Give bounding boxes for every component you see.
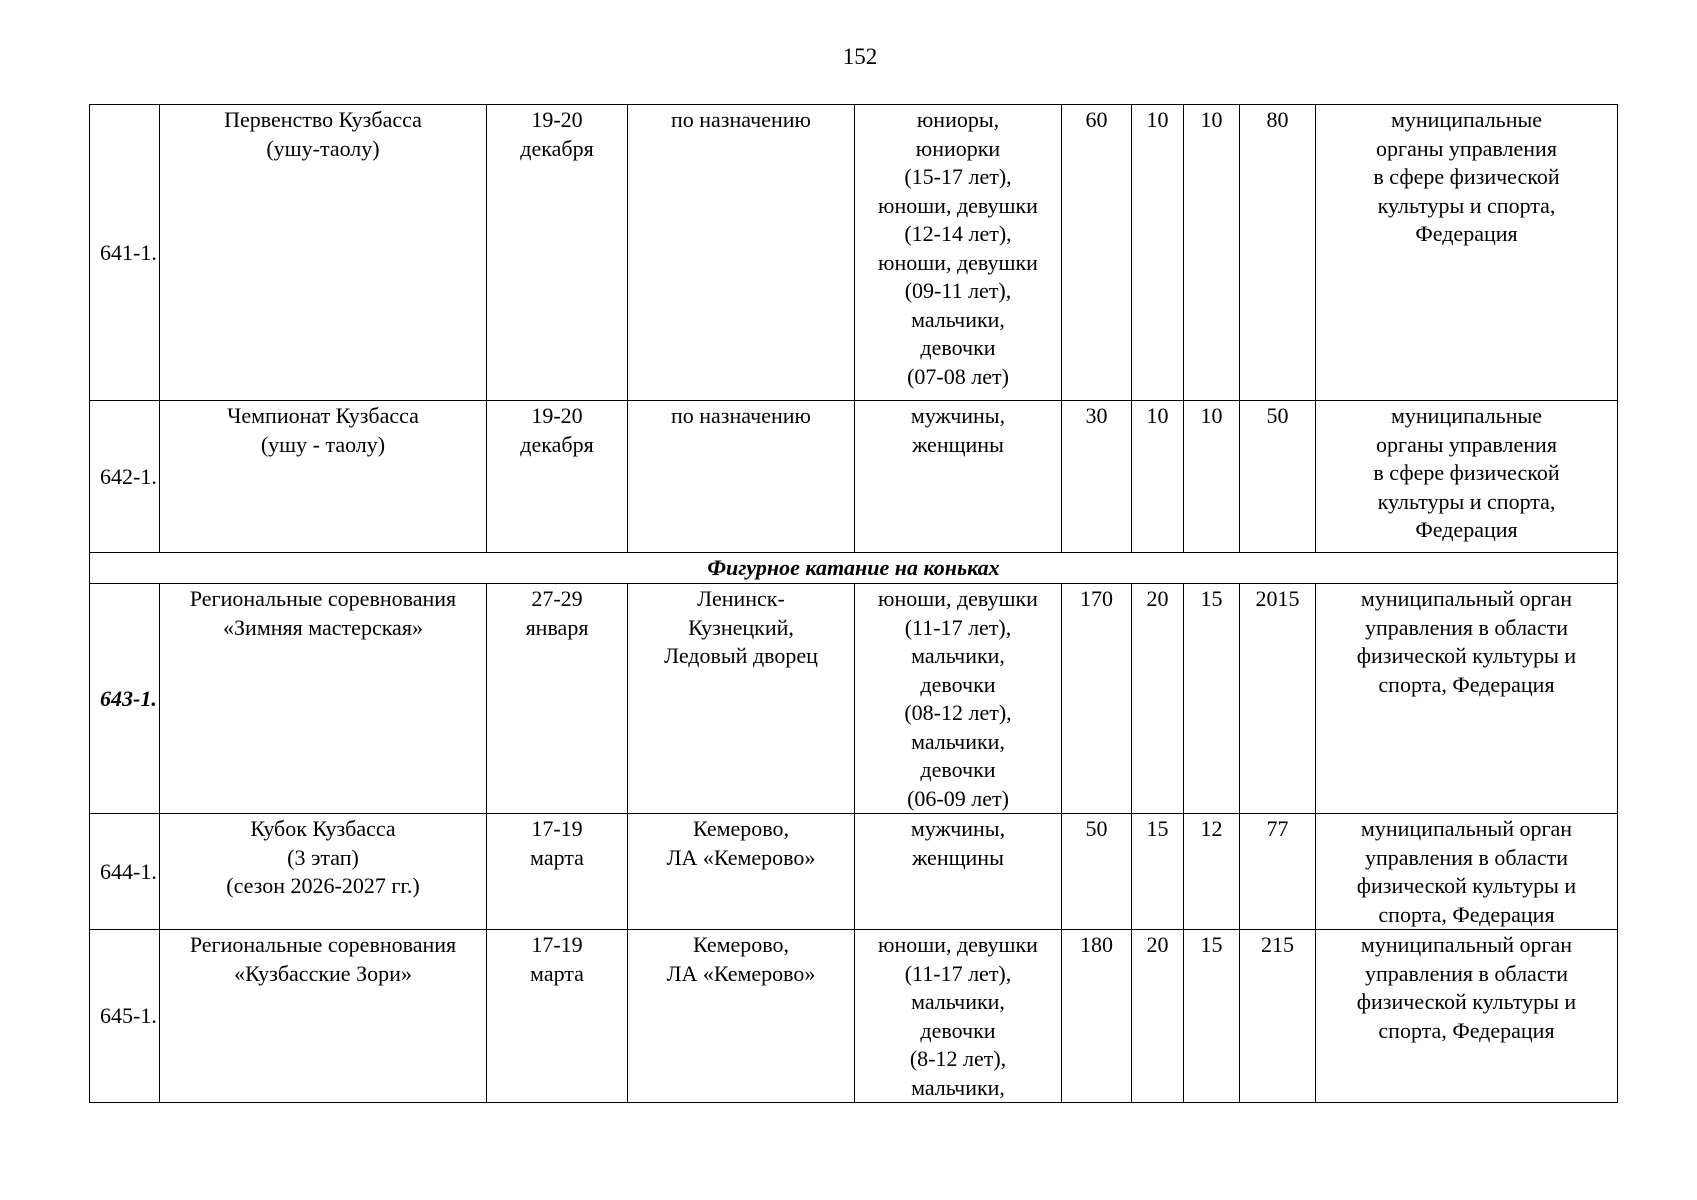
event-organizer-line: органы управления [1376,431,1557,457]
event-number: 643-1. [90,584,160,814]
event-dates-line: 17-19 [531,816,583,841]
event-place-line: Кемерово, [692,932,790,957]
event-place [628,401,855,553]
event-dates-line: 19-20 [531,403,583,428]
event-dates-line: марта [530,844,584,870]
event-participants-line: (07-08 лет) [907,363,1009,389]
total-count: 50 [1240,401,1316,553]
page-number: 152 [842,44,878,69]
event-name-line: «Кузбасские Зори» [234,960,412,986]
event-name-line: Региональные соревнования [189,932,457,957]
event-participants-line: (06-09 лет) [907,785,1009,811]
event-place-line: по назначению [671,403,811,428]
event-dates-line: 17-19 [531,932,583,957]
event-participants-line: мужчины, [910,816,1006,841]
event-dates-line: 19-20 [531,107,583,132]
event-participants-line: мальчики, [911,989,1005,1014]
event-participants-line: (11-17 лет), [904,960,1012,986]
judges-count: 10 [1184,105,1240,401]
event-place [628,105,855,401]
total-count: 215 [1240,930,1316,1103]
event-place-line: Кемерово, [692,816,790,841]
event-organizer [1316,814,1618,930]
event-organizer [1316,105,1618,401]
event-participants-line: женщины [912,844,1004,870]
event-organizer-line: Федерация [1415,517,1518,542]
event-number: 644-1. [90,814,160,930]
event-name-line: Региональные соревнования [189,586,457,611]
total-count: 77 [1240,814,1316,930]
coaches-count: 10 [1132,105,1184,401]
event-organizer-line: муниципальные [1390,107,1543,132]
event-place-line: Ледовый дворец [664,643,818,668]
event-dates [487,814,628,930]
event-participants-line: (09-11 лет), [904,278,1012,303]
total-count: 2015 [1240,584,1316,814]
judges-count: 10 [1184,401,1240,553]
table-row [90,930,1618,1103]
event-organizer-line: муниципальный орган [1360,586,1573,611]
event-dates [487,401,628,553]
coaches-count: 15 [1132,814,1184,930]
event-name-line: «Зимняя мастерская» [223,614,423,640]
event-participants-line: юниоры, [916,107,1000,132]
event-participants-line: (8-12 лет), [909,1046,1007,1071]
event-participants-line: юноши, девушки [878,586,1038,611]
event-place-line: Кузнецкий, [688,614,794,640]
event-organizer-line: в сфере физической [1373,460,1560,485]
event-name [160,105,487,401]
event-place [628,584,855,814]
event-organizer-line: физической культуры и [1356,873,1577,898]
event-participants-line: (11-17 лет), [904,614,1012,640]
event-participants [855,584,1062,814]
judges-count: 12 [1184,814,1240,930]
event-place [628,814,855,930]
event-participants-line: девочки [920,1017,996,1043]
coaches-count: 10 [1132,401,1184,553]
participants-count: 170 [1062,584,1132,814]
event-participants [855,401,1062,553]
event-number: 645-1. [90,930,160,1103]
event-name-line: (ушу - таолу) [260,431,386,457]
event-name [160,401,487,553]
event-dates-line: 27-29 [531,586,583,611]
event-participants-line: (08-12 лет), [904,700,1012,725]
event-dates [487,930,628,1103]
event-participants-line: мальчики, [911,306,1005,332]
judges-count: 15 [1184,584,1240,814]
event-place-line: ЛА «Кемерово» [666,844,816,870]
event-organizer-line: спорта, Федерация [1378,1017,1555,1043]
event-organizer-line: управления в области [1365,960,1568,986]
event-organizer-line: в сфере физической [1373,164,1560,189]
event-participants-line: юноши, девушки [878,249,1038,275]
event-name-line: Первенство Кузбасса [224,107,422,132]
participants-count: 30 [1062,401,1132,553]
event-participants-line: девочки [920,335,996,360]
event-organizer-line: спорта, Федерация [1378,901,1555,927]
event-name-line: (3 этап) [287,844,359,870]
event-participants [855,105,1062,401]
event-place [628,930,855,1103]
event-dates [487,584,628,814]
coaches-count: 20 [1132,930,1184,1103]
total-count: 80 [1240,105,1316,401]
event-organizer-line: спорта, Федерация [1378,671,1555,697]
event-name-line: (сезон 2026-2027 гг.) [226,873,420,898]
event-organizer-line: физической культуры и [1356,643,1577,668]
event-organizer-line: органы управления [1376,135,1557,161]
table-row [90,401,1618,553]
event-number: 642-1. [90,401,160,553]
section-header-row [90,553,1618,584]
event-participants-line: женщины [912,431,1004,457]
event-place-line: по назначению [671,107,811,132]
event-organizer-line: муниципальный орган [1360,816,1573,841]
event-place-line: Ленинск- [697,586,785,611]
events-schedule-table [89,104,1618,1103]
event-participants-line: мальчики, [911,728,1005,754]
event-organizer [1316,930,1618,1103]
event-name-line: Кубок Кузбасса [250,816,396,841]
table-body [90,105,1618,1103]
event-participants [855,814,1062,930]
participants-count: 60 [1062,105,1132,401]
event-organizer [1316,401,1618,553]
participants-count: 180 [1062,930,1132,1103]
table-row [90,584,1618,814]
event-organizer-line: муниципальный орган [1360,932,1573,957]
event-name [160,584,487,814]
event-organizer [1316,584,1618,814]
event-name [160,930,487,1103]
event-participants-line: девочки [920,671,996,697]
event-name-line: (ушу-таолу) [266,135,380,161]
participants-count: 50 [1062,814,1132,930]
event-organizer-line: управления в области [1365,614,1568,640]
event-organizer-line: культуры и спорта, [1377,488,1556,514]
event-participants-line: юноши, девушки [878,932,1038,957]
coaches-count: 20 [1132,584,1184,814]
event-name-line: Чемпионат Кузбасса [227,403,419,428]
event-dates [487,105,628,401]
event-organizer-line: управления в области [1365,844,1568,870]
event-number: 641-1. [90,105,160,401]
event-organizer-line: физической культуры и [1356,989,1577,1014]
table-row [90,814,1618,930]
event-organizer-line: Федерация [1415,221,1518,246]
event-participants-line: мальчики, [911,1074,1005,1100]
event-dates-line: декабря [520,135,594,161]
section-title: Фигурное катание на коньках [90,553,1618,584]
event-dates-line: января [525,614,589,640]
event-dates-line: декабря [520,431,594,457]
judges-count: 15 [1184,930,1240,1103]
event-participants [855,930,1062,1103]
event-organizer-line: муниципальные [1390,403,1543,428]
event-place-line: ЛА «Кемерово» [666,960,816,986]
event-participants-line: мужчины, [910,403,1006,428]
event-participants-line: мальчики, [911,643,1005,668]
event-participants-line: девочки [920,757,996,782]
event-participants-line: юноши, девушки [878,192,1038,218]
event-organizer-line: культуры и спорта, [1377,192,1556,218]
event-participants-line: юниорки [915,135,1001,161]
event-name [160,814,487,930]
event-participants-line: (12-14 лет), [904,221,1012,246]
table-row [90,105,1618,401]
event-dates-line: марта [530,960,584,986]
event-participants-line: (15-17 лет), [904,164,1012,189]
